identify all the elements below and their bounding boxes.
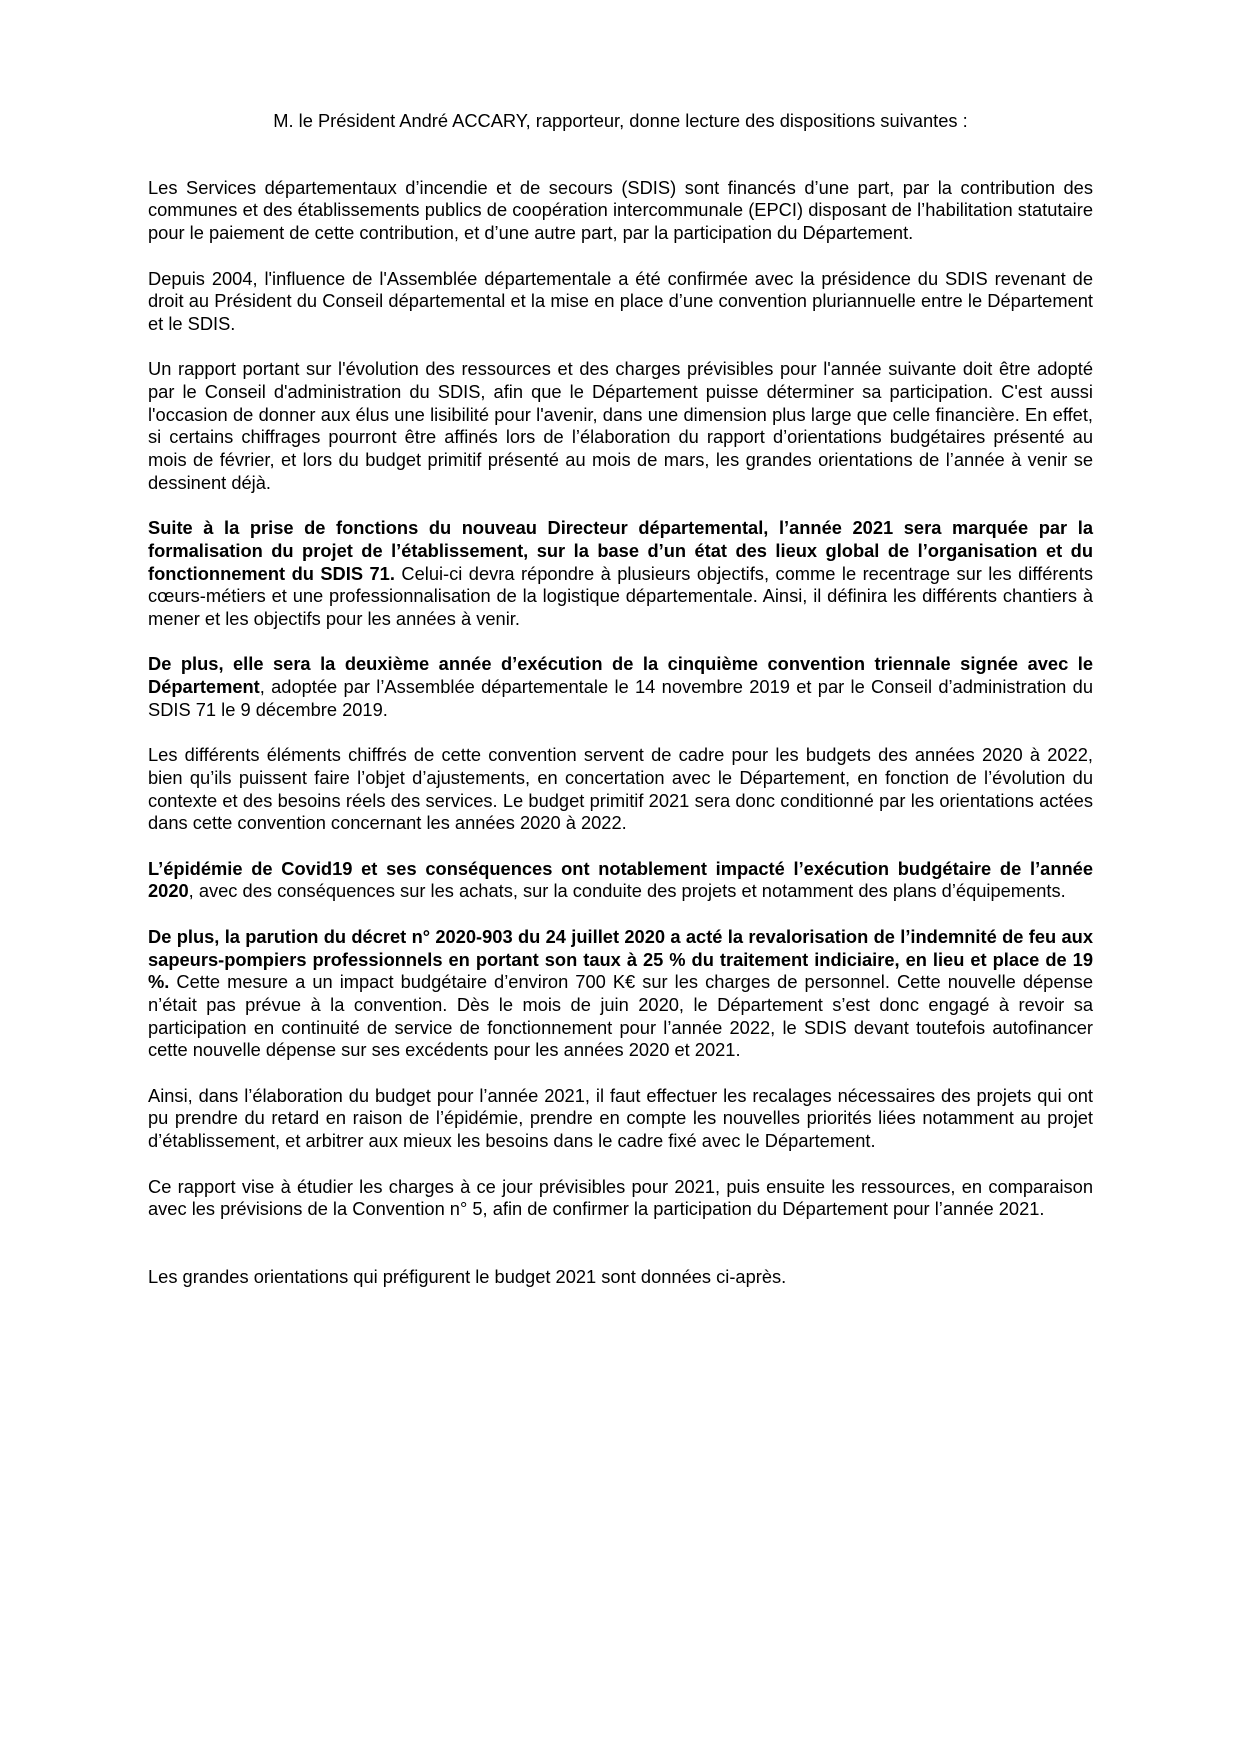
paragraph-rapport-vise: Ce rapport vise à étudier les charges à ce jour prévisibles pour 2021, puis ensuite les ressources, en comparaison avec les prévisions de la Convention n° 5, afin de confirmer la participation du Département pour l’année 2021. xyxy=(148,1175,1093,1220)
paragraph-elaboration: Ainsi, dans l’élaboration du budget pour l’année 2021, il faut effectuer les recalages nécessaires des projets qui ont pu prendre du retard en raison de l’épidémie, prendre en compte les nouvelles priorités liées notamment au projet d’établissement, et arbitrer aux mieux les besoins dans le cadre fixé avec le Département. xyxy=(148,1084,1093,1152)
paragraph-rapport-evolution: Un rapport portant sur l'évolution des ressources et des charges prévisibles pour l'année suivante doit être adopté par le Conseil d'administration du SDIS, afin que le Département puisse déterminer sa participation. C'est aussi l'occasion de donner aux élus une lisibilité pour l'avenir, dans une dimension plus large que celle financière. En effet, si certains chiffrages pourront être affinés lors de l’élaboration du rapport d’orientations budgétaires présenté au mois de février, et lors du budget primitif présenté au mois de mars, les grandes orientations de l’année à venir se dessinent déjà. xyxy=(148,358,1093,493)
bold-lead: De plus, elle sera la deuxième année d’exécution de la cinquième convention triennale signée avec le Département xyxy=(148,653,1093,698)
paragraph-convention: De plus, elle sera la deuxième année d’exécution de la cinquième convention triennale signée avec le Département, adoptée par l’Assemblée départementale le 14 novembre 2019 et par le Conseil d’administration du SDIS 71 le 9 décembre 2019. xyxy=(148,653,1093,720)
bold-lead: De plus, la parution du décret n° 2020-903 du 24 juillet 2020 a acté la revalorisation de l’indemnité de feu aux sapeurs-pompiers professionnels en portant son taux à 25 % du traitement indiciaire, en lieu et place de 19 %. xyxy=(148,925,1093,993)
paragraph-grandes-orientations: Les grandes orientations qui préfigurent le budget 2021 sont données ci-après. xyxy=(148,1265,787,1287)
paragraph-directeur: Suite à la prise de fonctions du nouveau Directeur départemental, l’année 2021 sera marquée par la formalisation du projet de l’établissement, sur la base d’un état des lieux global de l’organisation et du fonctionnement du SDIS 71. Celui-ci devra répondre à plusieurs objectifs, comme le recentrage sur les différents cœurs-métiers et une professionnalisation de la logistique départementale. Ainsi, il définira les différents chantiers à mener et les objectifs pour les années à venir. xyxy=(148,517,1094,630)
paragraph-influence-assemblee: Depuis 2004, l'influence de l'Assemblée départementale a été confirmée avec la présidence du SDIS revenant de droit au Président du Conseil départemental et la mise en place d’une convention pluriannuelle entre le Département et le SDIS. xyxy=(148,267,1093,334)
paragraph-decret: De plus, la parution du décret n° 2020-903 du 24 juillet 2020 a acté la revalorisation de l’indemnité de feu aux sapeurs-pompiers professionnels en portant son taux à 25 % du traitement indiciaire, en lieu et place de 19 %. Cette mesure a un impact budgétaire d’environ 700 K€ sur les charges de personnel. Cette nouvelle dépense n’était pas prévue à la convention. Dès le mois de juin 2020, le Département s’est donc engagé à revoir sa participation en continuité de service de fonctionnement pour l’année 2022, le SDIS devant toutefois autofinancer cette nouvelle dépense sur ses excédents pour les années 2020 et 2021. xyxy=(148,925,1093,1061)
document-page xyxy=(148,110,1093,1311)
paragraph-covid: L’épidémie de Covid19 et ses conséquences ont notablement impacté l’exécution budgétaire de l’année 2020, avec des conséquences sur les achats, sur la conduite des projets et notamment des plans d’équipements. xyxy=(148,857,1093,902)
bold-lead: L’épidémie de Covid19 et ses conséquences ont notablement impacté l’exécution budgétaire de l’année 2020 xyxy=(148,857,1093,902)
paragraph-elements-chiffres: Les différents éléments chiffrés de cette convention servent de cadre pour les budgets des années 2020 à 2022, bien qu’ils puissent faire l’objet d’ajustements, en concertation avec le Département, en fonction de l’évolution du contexte et des besoins réels des services. Le budget primitif 2021 sera donc conditionné par les orientations actées dans cette convention concernant les années 2020 à 2022. xyxy=(148,744,1093,834)
bold-lead: Suite à la prise de fonctions du nouveau Directeur départemental, l’année 2021 sera marquée par la formalisation du projet de l’établissement, sur la base d’un état des lieux global de l’organisation et du fonctionnement du SDIS 71. xyxy=(148,517,1093,584)
rapporteur-heading: M. le Président André ACCARY, rapporteur, donne lecture des dispositions suivantes : xyxy=(273,110,968,131)
paragraph-financement: Les Services départementaux d’incendie et de secours (SDIS) sont financés d’une part, par la contribution des communes et des établissements publics de coopération intercommunale (EPCI) disposant de l’habilitation statutaire pour le paiement de cette contribution, et d’une autre part, par la participation du Département. xyxy=(148,176,1093,244)
